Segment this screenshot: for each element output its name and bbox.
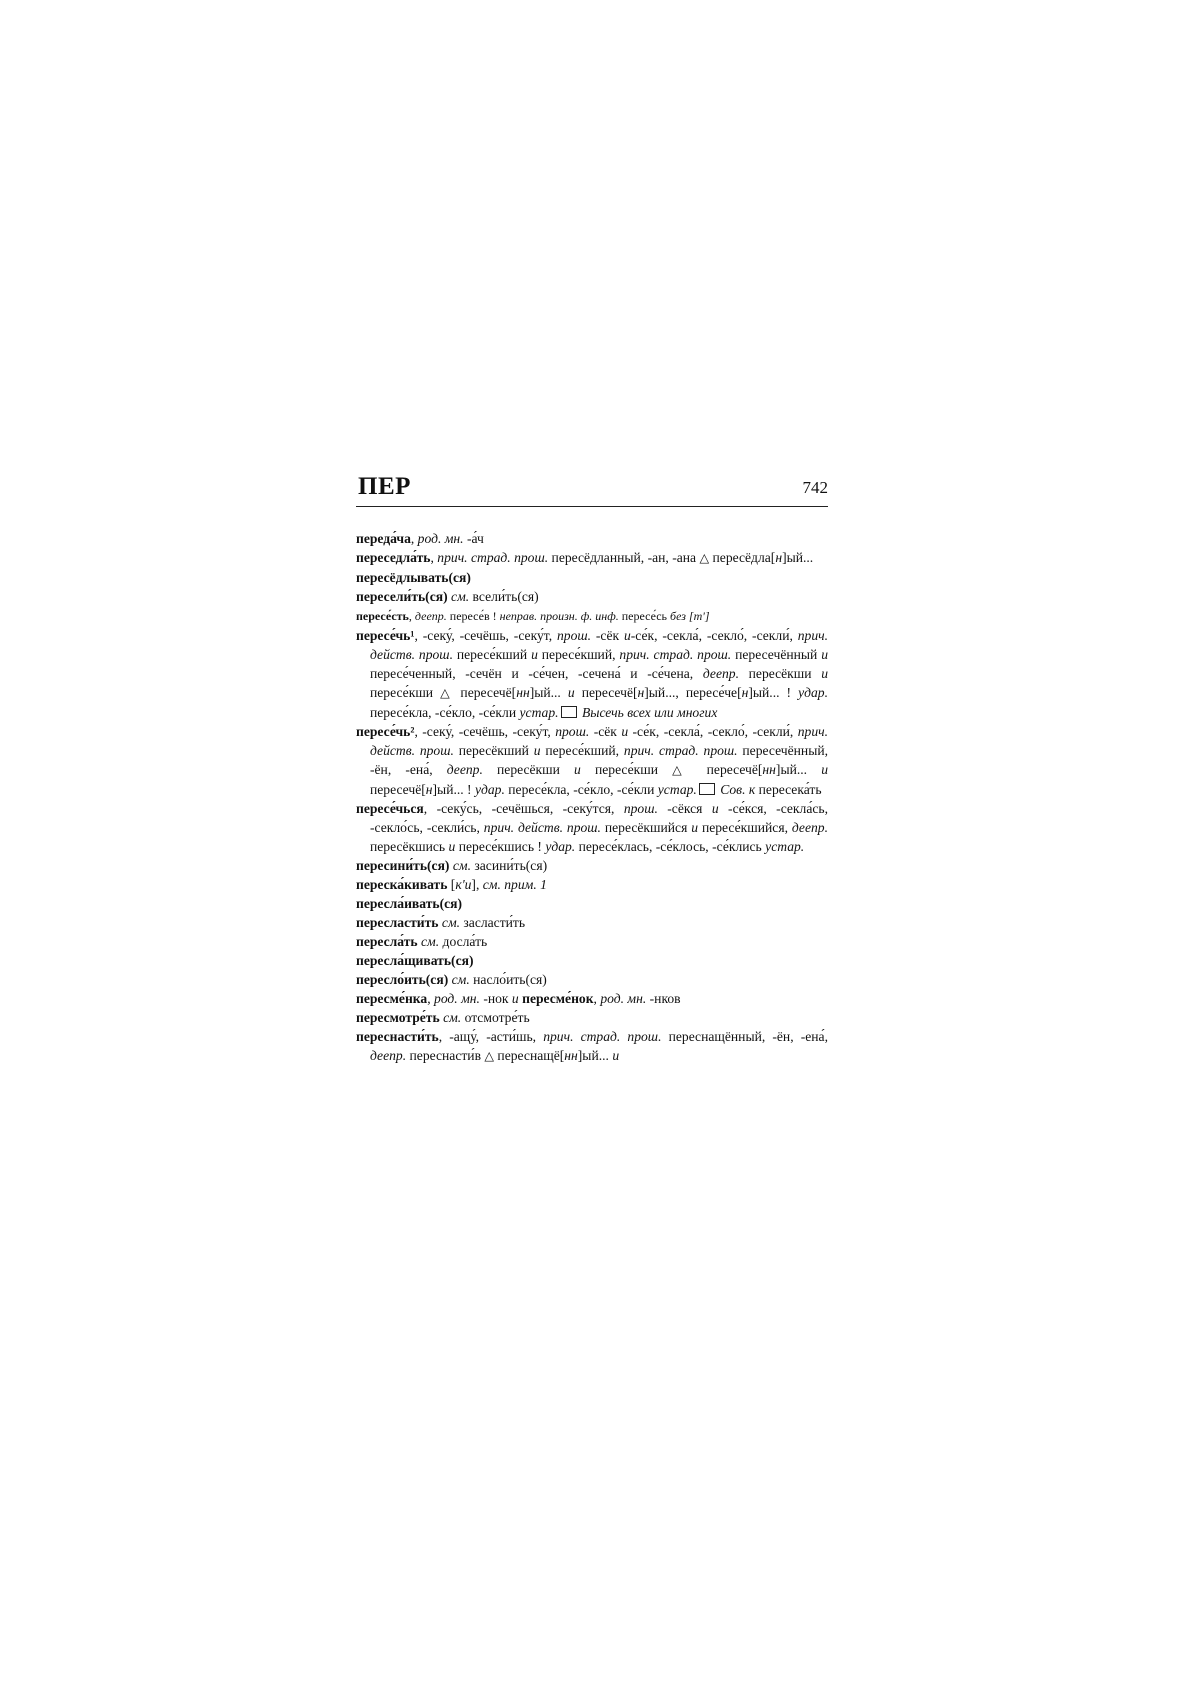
entry-text: пересечё[ [453,685,517,700]
running-head: ПЕР [358,473,411,500]
dictionary-entry [356,568,828,587]
dictionary-entry [356,606,828,626]
entry-text: , [408,609,415,623]
grammar-note: прич. действ. прош. [370,724,829,758]
grammar-note: и [574,762,581,777]
entry-text: ]ый... [577,1048,613,1063]
headword: переседла́ть [356,550,431,565]
entry-text: пересе́сь [618,609,671,623]
dictionary-entry [356,856,828,875]
entry-text: -се́кся, -секла́сь, -секло́сь, -секли́сь, [370,801,828,835]
dictionary-entry [356,1008,828,1027]
headword: пересе́чься [356,801,424,816]
entry-text: пересе́ченный, -сечён и -се́чен, -сечена́ и -се́чена, [370,666,703,681]
dictionary-page [356,473,829,1066]
entry-text: -а́ч [463,531,484,546]
entry-text: [ [447,877,456,892]
entry-text: , [430,550,438,565]
entry-text: -нков [646,991,681,1006]
grammar-note: и [623,628,631,643]
entry-text: ], [471,877,483,892]
headword: пересло́ить(ся) [356,972,449,987]
entry-text: , -секу́, -сечёшь, -секу́т, [414,628,557,643]
grammar-note: удар. [545,839,576,854]
entry-text: ]ый... [775,762,822,777]
grammar-note: н [425,782,433,797]
grammar-note: деепр. [702,666,739,681]
entry-text: пересе́в ! [446,609,500,623]
grammar-note: прич. страд. прош. [619,647,732,662]
entry-text: пересе́кла, -се́кло, -се́кли [370,705,520,720]
grammar-note: н [775,550,783,565]
entry-text: пересе́кши [580,762,673,777]
entry-text: пересёкшись [370,839,449,854]
dictionary-entry [356,1027,828,1066]
triangle-icon: △ [440,686,454,700]
entry-text: пересёдланный, -ан, -ана [548,550,700,565]
grammar-note: и [511,991,519,1006]
grammar-note: см. [443,1010,462,1025]
entry-text: пересечё[ [370,782,426,797]
grammar-note: см. [451,589,470,604]
entry-text: , [593,991,601,1006]
grammar-note: и [711,801,719,816]
entry-text: засласти́ть [460,915,526,930]
grammar-note: к'и [455,877,472,892]
grammar-note: прич. страд. прош. [623,743,738,758]
entry-text: ]ый... [782,550,814,565]
dictionary-entry [356,970,828,989]
dictionary-entry [356,951,828,970]
entry-text: засини́ть(ся) [470,858,548,873]
entry-text: , -секу́, -сечёшь, -секу́т, [414,724,556,739]
dictionary-entry [356,989,828,1008]
grammar-note: и [567,685,575,700]
grammar-note: и [621,724,629,739]
dictionary-entry [356,913,828,932]
headword: пересласти́ть [356,915,439,930]
entry-text: отсмотре́ть [461,1010,530,1025]
grammar-note: прош. [555,724,590,739]
entry-text: , [410,531,418,546]
grammar-note: прош. [556,628,592,643]
grammar-note: прич. действ. прош. [370,628,829,662]
headword: пересе́чь¹ [356,628,415,643]
entry-text: пересе́клась, -се́клось, -се́клись [575,839,766,854]
grammar-note: и [691,820,699,835]
entry-text: пересёкшийся [600,820,692,835]
grammar-note: нн [762,762,776,777]
triangle-icon: △ [672,763,693,777]
grammar-note: нн [564,1048,578,1063]
grammar-note: Сов. к [716,782,756,797]
grammar-note: устар. [765,839,805,854]
entry-text: пересёкший [453,743,534,758]
entry-list [356,529,828,1066]
grammar-note: н [637,685,645,700]
entry-text: пересе́кла, -се́кло, -се́кли [504,782,658,797]
entry-text: пересе́кшийся, [698,820,792,835]
entry-text: пересе́кший, [537,647,620,662]
entry-text: , [427,991,435,1006]
headword: пересме́нок [522,991,594,1006]
entry-text: , -ащу́, -асти́шь, [438,1029,544,1044]
grammar-note: удар. [798,685,829,700]
entry-text: -сёк [589,724,622,739]
grammar-note: род. мн. [434,991,480,1006]
page-number: 742 [802,478,828,497]
headword: пересмотре́ть [356,1010,440,1025]
grammar-note: и [821,647,828,662]
entry-text: ]ый... [529,685,568,700]
entry-text: насло́ить(ся) [469,972,547,987]
headword: пересини́ть(ся) [356,858,450,873]
dictionary-entry [356,529,828,548]
page-header [356,473,828,507]
dictionary-entry [356,875,828,894]
entry-text: пересечённый [731,647,822,662]
entry-text: переснасти́в [406,1048,485,1063]
grammar-note: см. прим. 1 [482,877,547,892]
grammar-note: устар. [519,705,559,720]
entry-text: , -секу́сь, -сечёшься, -секу́тся, [423,801,624,816]
grammar-note: и [821,666,828,681]
dictionary-entry [356,626,828,722]
headword: пересели́ть(ся) [356,589,448,604]
grammar-note: прич. страд. прош. [543,1029,662,1044]
dictionary-entry [356,548,828,568]
grammar-note: см. [421,934,440,949]
grammar-note: и [612,1048,620,1063]
dictionary-entry [356,587,828,606]
grammar-note: и [531,647,538,662]
grammar-note: деепр. [791,820,828,835]
headword: переснасти́ть [356,1029,439,1044]
headword: пересе́чь² [356,724,415,739]
dictionary-entry [356,932,828,951]
grammar-note: см. [441,915,461,930]
entry-text: -се́к, -секла́, -секло́, -секли́, [630,628,798,643]
grammar-note: Высечь всех или многих [578,705,718,720]
entry-text: переснащё[ [494,1048,565,1063]
grammar-note: без [т'] [670,609,710,623]
entry-text: пересечённый, -ён, -ена́, [370,743,828,777]
grammar-note: деепр. [414,609,447,623]
entry-text: -сёк [591,628,624,643]
entry-text: пересечё[ [574,685,638,700]
grammar-note: деепр. [370,1048,407,1063]
grammar-note: н [741,685,749,700]
headword: пересла́ть [356,934,418,949]
triangle-icon: △ [484,1049,495,1063]
entry-text: пересе́кший, [540,743,624,758]
triangle-icon: △ [699,551,710,565]
box-icon [699,783,715,795]
grammar-note: род. мн. [417,531,464,546]
entry-text: -се́к, -секла́, -секло́, -секли́, [628,724,798,739]
grammar-note: устар. [657,782,697,797]
grammar-note: неправ. произн. ф. инф. [499,609,619,623]
entry-text: -нок [479,991,512,1006]
entry-text: всели́ть(ся) [469,589,539,604]
entry-text: ]ый..., пересе́че[ [644,685,742,700]
entry-text: досла́ть [439,934,488,949]
headword: пересла́щивать(ся) [356,953,474,968]
entry-text: пересёкши [482,762,575,777]
entry-text: пересёкши [738,666,822,681]
grammar-note: см. [451,972,470,987]
grammar-note: и [533,743,541,758]
headword: пересе́сть [356,609,409,623]
grammar-note: деепр. [446,762,483,777]
grammar-note: прош. [623,801,658,816]
entry-text: пересека́ть [755,782,822,797]
entry-text: пересёдла[ [709,550,776,565]
headword: переска́кивать [356,877,448,892]
grammar-note: прич. действ. прош. [483,820,601,835]
entry-text: ]ый... ! [432,782,475,797]
grammar-note: и [821,762,828,777]
entry-text: ]ый... ! [748,685,799,700]
headword: пересме́нка [356,991,428,1006]
grammar-note: нн [516,685,530,700]
grammar-note: удар. [475,782,505,797]
entry-text: пересе́кший [452,647,532,662]
dictionary-entry [356,722,828,799]
entry-text: пересе́кшись ! [455,839,546,854]
entry-text: пересечё[ [692,762,763,777]
grammar-note: см. [452,858,471,873]
grammar-note: род. мн. [600,991,647,1006]
headword: пересёдлывать(ся) [356,570,471,585]
entry-text: переснащённый, -ён, -ена́, [661,1029,828,1044]
box-icon [561,706,577,718]
headword: пересла́ивать(ся) [356,896,463,911]
grammar-note: прич. страд. прош. [437,550,549,565]
entry-text: пересе́кши [370,685,441,700]
entry-text: -сёкся [657,801,712,816]
dictionary-entry [356,894,828,913]
headword: переда́ча [356,531,411,546]
grammar-note: и [448,839,456,854]
dictionary-entry [356,799,828,856]
